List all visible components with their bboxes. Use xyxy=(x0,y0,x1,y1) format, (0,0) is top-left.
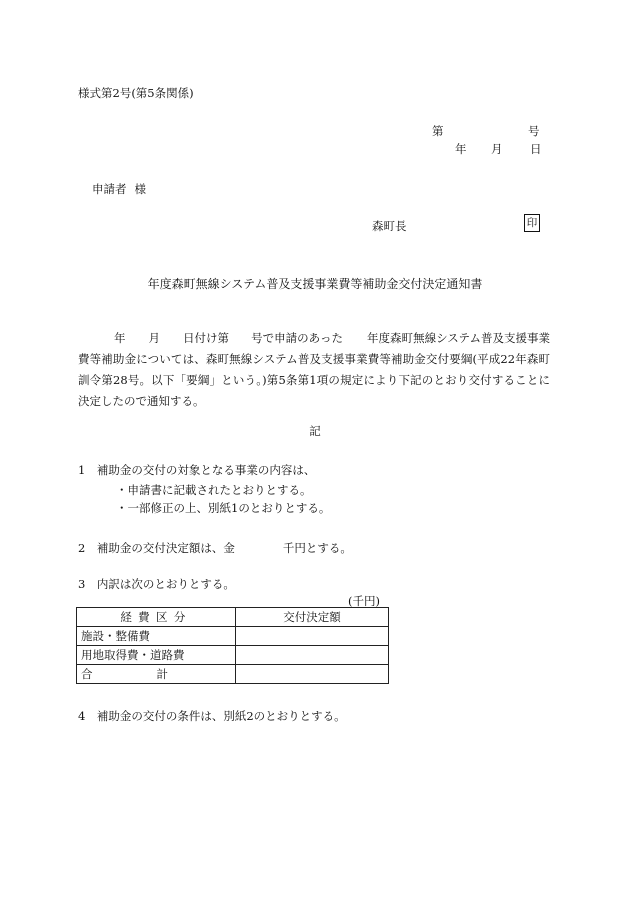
row-amount xyxy=(236,646,389,665)
body-date-ref: 日付け第 xyxy=(183,331,230,345)
body-main: 年度森町無線システム普及支援事業費等補助金については、森町無線システム普及支援事業費等補助金交付要綱(平成22年森町訓令第28号。以下「要綱」という。)第5条第1項の規定により下記のとおり交付することに決定したので通知する。 xyxy=(78,331,550,408)
header-amount: 交付決定額 xyxy=(236,608,389,627)
seal-stamp: 印 xyxy=(524,214,540,232)
table-row xyxy=(77,627,389,646)
item-4: 4 補助金の交付の条件は、別紙2のとおりとする。 xyxy=(78,709,346,723)
document-number-suffix: 号 xyxy=(528,124,540,138)
item-3: 3 内訳は次のとおりとする。 xyxy=(78,577,235,591)
body-month: 月 xyxy=(148,331,161,345)
total-amount xyxy=(236,665,389,684)
addressee xyxy=(92,181,146,197)
document-number-prefix: 第 xyxy=(432,124,444,138)
item-1-option-a: ・申請書に記載されたとおりとする。 xyxy=(116,483,312,497)
table-unit: (千円) xyxy=(348,594,380,608)
addressee-label: 申請者 xyxy=(92,182,127,196)
header-category-text: 経費区分 xyxy=(120,610,192,624)
row-amount xyxy=(236,627,389,646)
table-header-row xyxy=(77,608,389,627)
body-paragraph xyxy=(78,328,550,412)
table-row xyxy=(77,646,389,665)
breakdown-table xyxy=(76,607,389,684)
date-year-label: 年 xyxy=(455,142,467,156)
item-2 xyxy=(78,540,352,556)
form-number: 様式第2号(第5条関係) xyxy=(78,86,194,100)
item-1-option-b: ・一部修正の上、別紙1のとおりとする。 xyxy=(116,501,331,515)
body-year: 年 xyxy=(114,331,126,345)
total-label-left: 合 xyxy=(81,667,93,681)
ki-heading: 記 xyxy=(309,424,321,438)
row-category: 用地取得費・道路費 xyxy=(77,646,236,665)
item-1: 1 補助金の交付の対象となる事業の内容は、 xyxy=(78,463,316,477)
date-month-label: 月 xyxy=(491,142,503,156)
row-category: 施設・整備費 xyxy=(77,627,236,646)
body-application: 号で申請のあった xyxy=(251,331,344,345)
item-2-prefix: 2 補助金の交付決定額は、金 xyxy=(78,541,235,555)
header-category xyxy=(77,608,236,627)
addressee-honorific: 様 xyxy=(134,182,146,196)
table-total-row xyxy=(77,665,389,684)
date-day-label: 日 xyxy=(530,142,542,156)
item-2-suffix: 千円とする。 xyxy=(282,541,352,555)
document-title: 年度森町無線システム普及支援事業費等補助金交付決定通知書 xyxy=(147,277,483,291)
issuer: 森町長 xyxy=(372,219,407,233)
total-label xyxy=(77,665,236,684)
total-label-right: 計 xyxy=(156,667,168,681)
